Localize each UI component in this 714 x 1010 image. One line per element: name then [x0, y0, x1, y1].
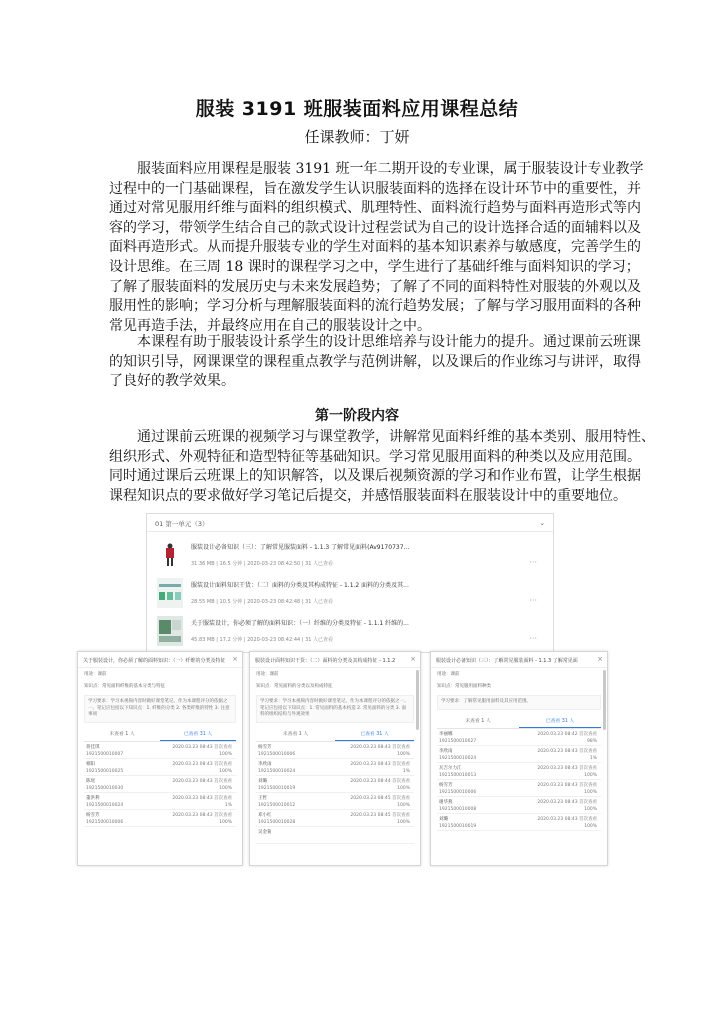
panel-title: 关于服装设计，你必须了解的面料知识：（一）纤维的分类及特征: [83, 658, 226, 664]
view-progress: 1%: [224, 802, 232, 808]
student-name: 谢华燕: [439, 799, 453, 805]
student-id: 1921500010013: [439, 772, 477, 778]
viewing-record-panel: [249, 651, 421, 866]
text-line: 了良好的教学效果。: [109, 373, 235, 390]
video-item[interactable]: [155, 614, 547, 652]
view-time: 2020.03.23 08:43 首次查看: [537, 782, 597, 788]
student-name: 蒋佳琪: [86, 744, 100, 750]
view-time: 2020.03.23 08:43 首次查看: [537, 816, 597, 822]
view-time: 2020.03.23 08:43 首次查看: [537, 765, 597, 771]
student-row: [437, 780, 601, 797]
student-name: 李欣雨: [439, 748, 453, 754]
video-title: 服装设计面料知识干货：（二）面料的分类及其构成特征 - 1.1.2 面料的分类及其...: [191, 582, 409, 589]
student-id: 1921500010024: [86, 802, 124, 808]
video-title: 关于服装设计，你必须了解的面料知识：（一）纤维的分类及特征 - 1.1.1 纤维的...: [191, 620, 409, 627]
video-thumbnail-icon: [157, 616, 183, 646]
student-name: 杨雪芳: [439, 782, 453, 788]
usage-label: 用途：课前: [256, 672, 279, 677]
view-time: 2020.03.23 08:44 首次查看: [350, 778, 410, 784]
student-id: 1921500010006: [439, 789, 477, 795]
student-row: [84, 793, 236, 810]
student-name: 邓小红: [258, 812, 272, 818]
more-options-icon[interactable]: ···: [529, 596, 537, 605]
text-line: 组织形式、外观特征和造型特征等基础知识。学习常见服用面料的种类以及应用范围。: [109, 448, 641, 465]
view-status-tabs: [256, 727, 414, 742]
text-line: 服用性的影响；学习分析与理解服装面料的流行趋势发展；了解与学习服用面料的各种: [109, 298, 641, 315]
document-title: 服装 3191 班服装面料应用课程总结: [195, 98, 519, 120]
paragraph-effect: [109, 333, 641, 392]
text-line: 的知识引导，网课课堂的课程重点教学与范例讲解，以及课后的作业练习与讲评，取得: [109, 353, 641, 370]
student-row: [256, 742, 414, 759]
view-progress: 100%: [584, 823, 597, 829]
view-progress: 100%: [219, 768, 232, 774]
panel-title: 服装设计面料知识干货：（二）面料的分类及其构成特征 - 1.1.2: [255, 658, 396, 664]
student-row: [256, 793, 414, 810]
view-progress: 100%: [397, 751, 410, 757]
student-row: [437, 763, 601, 780]
view-time: 2020.03.23 08:43 首次查看: [537, 799, 597, 805]
student-id: 1921500010006: [86, 819, 124, 825]
student-row: [256, 776, 414, 793]
student-name: 吴金菊: [258, 829, 272, 835]
text-line: 通过课前云班课的视频学习与课堂教学，讲解常见面料纤维的基本类别、服用特性、: [137, 429, 655, 445]
view-time: 2020.03.23 08:43 首次查看: [172, 795, 232, 801]
student-name: 陈瑶: [86, 778, 95, 784]
student-name: 瓦吉尔力江: [439, 765, 462, 771]
chevron-down-icon[interactable]: ⌄: [539, 519, 545, 527]
view-time: 2020.03.23 08:42 首次查看: [537, 731, 597, 737]
view-progress: 100%: [584, 789, 597, 795]
view-time: 2020.03.23 08:43 首次查看: [172, 761, 232, 767]
view-progress: 98%: [586, 738, 597, 744]
close-icon[interactable]: ×: [597, 655, 603, 663]
view-progress: 100%: [219, 819, 232, 825]
student-name: 李丽娜: [439, 731, 453, 737]
text-line: 课程知识点的要求做好学习笔记后提交，并感悟服装面料在服装设计中的重要地位。: [109, 487, 627, 504]
view-progress: 100%: [397, 819, 410, 825]
tab-unviewed[interactable]: 未查看 1 人: [282, 731, 309, 737]
video-list-screenshot: [146, 513, 554, 653]
video-thumbnail-icon: [157, 540, 183, 570]
view-status-tabs: [84, 727, 236, 742]
student-id: 1921500010027: [439, 738, 477, 744]
close-icon[interactable]: ×: [410, 655, 416, 663]
view-time: 2020.03.23 08:43 首次查看: [172, 812, 232, 818]
view-time: 2020.03.23 08:43 首次查看: [537, 748, 597, 754]
paragraph-stage-one: [109, 428, 655, 506]
video-thumbnail-icon: [157, 578, 183, 608]
text-line: 了解了服装面料的发展历史与未来发展趋势；了解了不同的面料特性对服装的外观以及: [109, 278, 641, 295]
panel-title: 服装设计必备知识（三）：了解常见服装面料 - 1.1.3 了解常见面: [436, 658, 578, 664]
view-time: 2020.03.23 08:43 首次查看: [350, 744, 410, 750]
text-line: 容的学习，带领学生结合自己的款式设计过程尝试为自己的设计选择合适的面辅料以及: [109, 219, 641, 236]
study-requirement: 学习要求：了解常见服用面料及其应用范围。: [437, 695, 601, 710]
view-progress: 100%: [397, 785, 410, 791]
tab-viewed[interactable]: 已查看 31 人: [335, 727, 414, 741]
viewing-record-panel: [77, 651, 243, 866]
text-line: 同时通过课后云班课上的知识解答，以及课后视频资源的学习和作业布置，让学生根据: [109, 468, 641, 485]
tab-viewed[interactable]: 已查看 31 人: [519, 714, 601, 728]
panel-header: [78, 652, 242, 668]
student-id: 1921500010019: [439, 823, 477, 829]
unit-header-label: 01 第一单元（3）: [155, 520, 209, 528]
panel-header: [431, 652, 607, 668]
unit-header[interactable]: [147, 514, 553, 532]
student-row: [437, 729, 601, 746]
knowledge-point: 知识点：常见面料纤维的基本分类与特征: [84, 684, 165, 689]
student-name: 杨雪芳: [258, 744, 272, 750]
knowledge-point: 知识点：常见服用面料种类: [437, 684, 491, 689]
text-line: 面料再造形式。从而提升服装专业的学生对面料的基本知识素养与敏感度，完善学生的: [109, 239, 641, 256]
view-progress: 1%: [589, 755, 597, 761]
viewing-record-panel: [430, 651, 608, 866]
student-row: [84, 759, 236, 776]
video-meta: 31.36 MB | 16.5 分钟 | 2020-03-23 08:42:50 | 31 人已查看: [191, 561, 334, 567]
view-progress: 100%: [584, 772, 597, 778]
student-row: [84, 742, 236, 759]
student-name: 董洪利: [86, 795, 100, 801]
student-row: [84, 776, 236, 793]
view-status-tabs: [437, 714, 601, 729]
view-progress: 100%: [219, 785, 232, 791]
student-id: 1921500010019: [258, 785, 296, 791]
text-line: 通过对常见服用纤维与面料的组织模式、肌理特性、面料流行趋势与面料再造形式等内: [109, 200, 641, 217]
student-name: 杨雪芳: [86, 812, 100, 818]
student-name: 刘璐: [258, 778, 267, 784]
tab-unviewed[interactable]: 未查看 1 人: [465, 718, 491, 724]
student-id: 1921500010008: [439, 806, 477, 812]
scrollbar[interactable]: [603, 670, 606, 730]
student-row: [437, 814, 601, 831]
panel-header: [250, 652, 420, 668]
student-id: 1921500010025: [86, 768, 124, 774]
video-item[interactable]: [155, 538, 547, 576]
student-id: 1921500010028: [258, 819, 296, 825]
student-id: 1921500010012: [258, 802, 296, 808]
student-id: 1921500010030: [86, 785, 124, 791]
study-requirement: 学习要求：学习本视频内容时做好课堂笔记，作为本课程评分的依据之一。笔记应包括以下知识点：1. 常见面料的基本构造 2. 常见面料的分类 3. 面料的组织结构与外观效果: [256, 695, 414, 723]
usage-label: 用途：课前: [437, 672, 460, 677]
student-name: 刘璐: [439, 816, 448, 822]
text-line: 服装面料应用课程是服装 3191 班一年二期开设的专业课，属于服装设计专业教学: [137, 161, 644, 177]
view-time: 2020.03.23 08:43 首次查看: [172, 778, 232, 784]
student-row: [256, 759, 414, 776]
tab-unviewed[interactable]: 未查看 1 人: [109, 731, 135, 737]
text-line: 设计思维。在三周 18 课时的课程学习之中，学生进行了基础纤维与面料知识的学习；: [109, 258, 640, 275]
student-row: [256, 810, 414, 827]
student-id: 1921500010006: [258, 751, 296, 757]
video-title: 服装设计必备知识（三）：了解常见服装面料 - 1.1.3 了解常见面料(Av9170737...: [191, 544, 410, 551]
student-id: 1921500010024: [258, 768, 296, 774]
student-name: 李欣雨: [258, 761, 272, 767]
text-line: 过程中的一门基础课程，旨在激发学生认识服装面料的选择在设计环节中的重要性，并: [109, 180, 641, 197]
view-progress: 100%: [584, 806, 597, 812]
teacher-line: 任课教师：丁妍: [304, 128, 410, 146]
student-name: 王哲: [258, 795, 267, 801]
view-time: 2020.03.23 08:43 首次查看: [350, 761, 410, 767]
student-id: 1921500010024: [439, 755, 477, 761]
view-time: 2020.03.23 08:45 首次查看: [350, 795, 410, 801]
text-line: 常见再造手法，并最终应用在自己的服装设计之中。: [109, 317, 431, 334]
knowledge-point: 知识点：常见面料的分类以及构成特征: [256, 684, 333, 689]
more-options-icon[interactable]: ···: [529, 634, 537, 643]
view-progress: 100%: [397, 802, 410, 808]
view-progress: 100%: [219, 751, 232, 757]
view-time: 2020.03.23 08:43 首次查看: [172, 744, 232, 750]
student-row: [437, 746, 601, 763]
more-options-icon[interactable]: ···: [529, 558, 537, 567]
video-meta: 28.55 MB | 10.5 分钟 | 2020-03-23 08:42:48 | 31 人已查看: [191, 599, 334, 605]
video-meta: 45.83 MB | 17.2 分钟 | 2020-03-23 08:42:44 | 31 人已查看: [191, 637, 334, 643]
student-id: 1921500010007: [86, 751, 124, 757]
paragraph-intro: [109, 160, 644, 336]
section-title: 第一阶段内容: [315, 408, 399, 424]
student-name: 相阳: [86, 761, 95, 767]
view-progress: 1%: [402, 768, 410, 774]
scrollbar[interactable]: [416, 670, 419, 730]
student-row: [256, 827, 414, 844]
usage-label: 用途：课前: [84, 672, 107, 677]
student-row: [437, 797, 601, 814]
view-time: 2020.03.23 08:45 首次查看: [350, 812, 410, 818]
tab-viewed[interactable]: 已查看 31 人: [160, 727, 236, 741]
video-item[interactable]: [155, 576, 547, 614]
student-row: [84, 810, 236, 827]
close-icon[interactable]: ×: [232, 655, 238, 663]
text-line: 本课程有助于服装设计系学生的设计思维培养与设计能力的提升。通过课前云班课: [137, 334, 641, 350]
study-requirement: 学习要求：学习本视频内容时做好课堂笔记，作为本课程评分的依据之一。笔记应包括以下知识点：1. 纤维的分类 2. 各类纤维的特性 3. 注意事项: [84, 695, 236, 723]
